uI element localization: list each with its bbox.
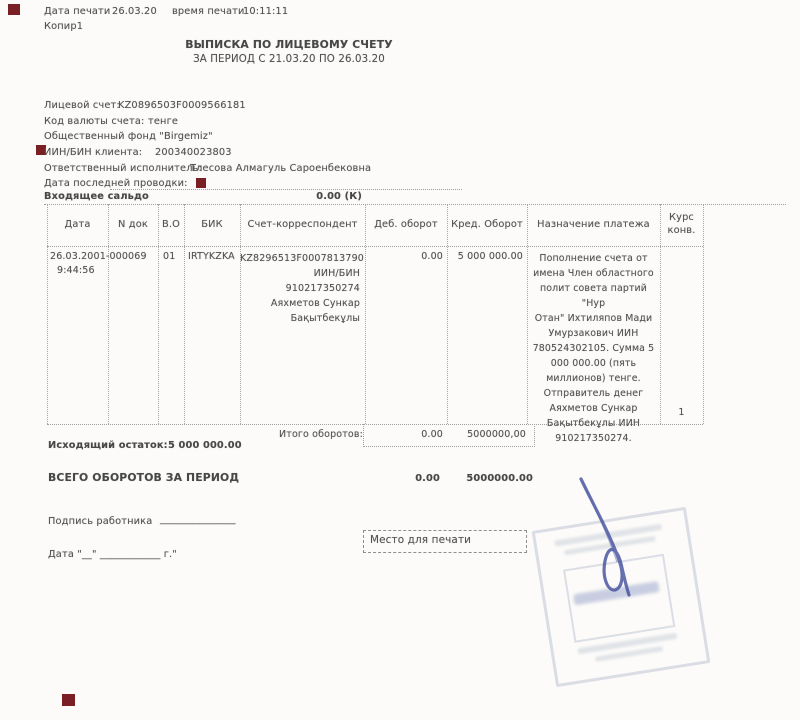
officer-name: Тлесова Алмагуль Сароенбековна [190, 163, 372, 174]
stamp-placeholder-box [363, 530, 527, 553]
totals-credit: 5000000,00 [467, 429, 526, 440]
currency-label: Код валюты счета: [44, 116, 145, 127]
closing-balance-label: Исходящий остаток: [48, 440, 168, 451]
account-label: Лицевой счет: [44, 100, 120, 111]
row-rate: 1 [678, 407, 685, 418]
purpose-line: 000 000.00 (пять [550, 358, 637, 369]
currency-value: тенге [148, 116, 179, 127]
statement-title: ВЫПИСКА ПО ЛИЦЕВОМУ СЧЕТУ [185, 38, 393, 51]
print-time-value: 10:11:11 [243, 6, 289, 17]
table-border [447, 204, 448, 424]
table-header-border [47, 246, 703, 247]
row-vo: 01 [163, 251, 176, 262]
corr-line: Бақытбекұлы [290, 313, 360, 324]
closing-balance-value: 5 000 000.00 [168, 440, 242, 451]
date-line: Дата "__" ____________ г." [48, 549, 177, 560]
corr-line: KZ8296513F0007813790 [240, 253, 364, 264]
row-purpose [530, 251, 657, 446]
redaction-mark [196, 178, 206, 188]
print-date-label: Дата печати [44, 6, 111, 17]
iin-value: 200340023803 [155, 147, 232, 158]
row-credit: 5 000 000.00 [457, 251, 523, 262]
table-border [158, 204, 159, 424]
row-corr-account [240, 251, 364, 326]
last-posting-label: Дата последней проводки: [44, 178, 188, 189]
purpose-line: Бақытбекұлы ИИН [546, 418, 641, 429]
col-header-vo: В.О [162, 219, 180, 230]
totals-debit: 0.00 [421, 429, 443, 440]
opening-balance-label: Входящее сальдо [44, 191, 149, 202]
redaction-mark [62, 694, 75, 706]
totals-label: Итого оборотов: [279, 429, 363, 440]
table-border [365, 204, 366, 424]
print-date-value: 26.03.20 [112, 6, 157, 17]
table-border [660, 204, 661, 424]
print-time-label: время печати [172, 6, 245, 17]
corr-line: ИИН/БИН 910217350274 [285, 268, 360, 294]
pen-signature [540, 458, 710, 628]
copy-label: Копир1 [44, 21, 84, 32]
period-debit: 0.00 [415, 473, 440, 484]
stamp-placeholder-label: Место для печати [370, 534, 472, 546]
purpose-line: 910217350274. [555, 433, 632, 444]
table-border [703, 204, 704, 424]
signature-stroke [581, 479, 629, 595]
signature-line: _______________ [160, 514, 236, 525]
purpose-line: полит совета партий "Нур [539, 283, 648, 309]
row-time: 9:44:56 [57, 265, 95, 276]
table-border [108, 204, 109, 424]
signature-label: Подпись работника [48, 516, 153, 527]
col-header-credit: Кред. Оборот [451, 219, 523, 230]
purpose-line: Аяхметов Сункар [549, 403, 638, 414]
redaction-mark [8, 4, 20, 15]
col-header-corr: Счет-корреспондент [247, 219, 358, 230]
officer-label: Ответственный исполнитель: [44, 163, 203, 174]
period-credit: 5000000.00 [466, 473, 533, 484]
purpose-line: Пополнение счета от [539, 253, 648, 264]
purpose-line: Отправитель денег [543, 388, 644, 399]
opening-balance-value: 0.00 (К) [316, 191, 362, 202]
iin-label: ИИН/БИН клиента: [44, 147, 143, 158]
account-number: KZ0896503F0009566181 [118, 100, 246, 111]
col-header-rate: конв. [667, 225, 696, 236]
table-border [527, 204, 528, 424]
row-bik: IRTYKZKA [188, 251, 235, 262]
col-header-purpose: Назначение платежа [537, 219, 650, 230]
purpose-line: имена Член областного [533, 268, 654, 279]
purpose-line: Отан" Ихтиляпов Мади [534, 313, 653, 324]
row-debit: 0.00 [421, 251, 443, 262]
purpose-line: 780524302105. Сумма 5 [532, 343, 655, 354]
col-header-doc: N док [118, 219, 148, 230]
statement-period: ЗА ПЕРИОД С 21.03.20 ПО 26.03.20 [193, 54, 385, 65]
purpose-line: миллионов) тенге. [546, 373, 641, 384]
table-border [184, 204, 185, 424]
period-totals-label: ВСЕГО ОБОРОТОВ ЗА ПЕРИОД [48, 471, 240, 484]
dotted-rule [110, 189, 462, 190]
col-header-rate: Курс [669, 212, 694, 223]
col-header-bik: БИК [201, 219, 223, 230]
client-name: Общественный фонд "Birgemiz" [44, 131, 213, 142]
purpose-line: Умурзакович ИИН [548, 328, 639, 339]
col-header-debit: Деб. оборот [374, 219, 438, 230]
table-top-border [44, 204, 786, 205]
row-date-doc: 26.03.2001-000069 [50, 251, 147, 262]
col-header-date: Дата [64, 219, 91, 230]
table-border [47, 204, 48, 424]
corr-line: Аяхметов Сункар [270, 298, 360, 309]
